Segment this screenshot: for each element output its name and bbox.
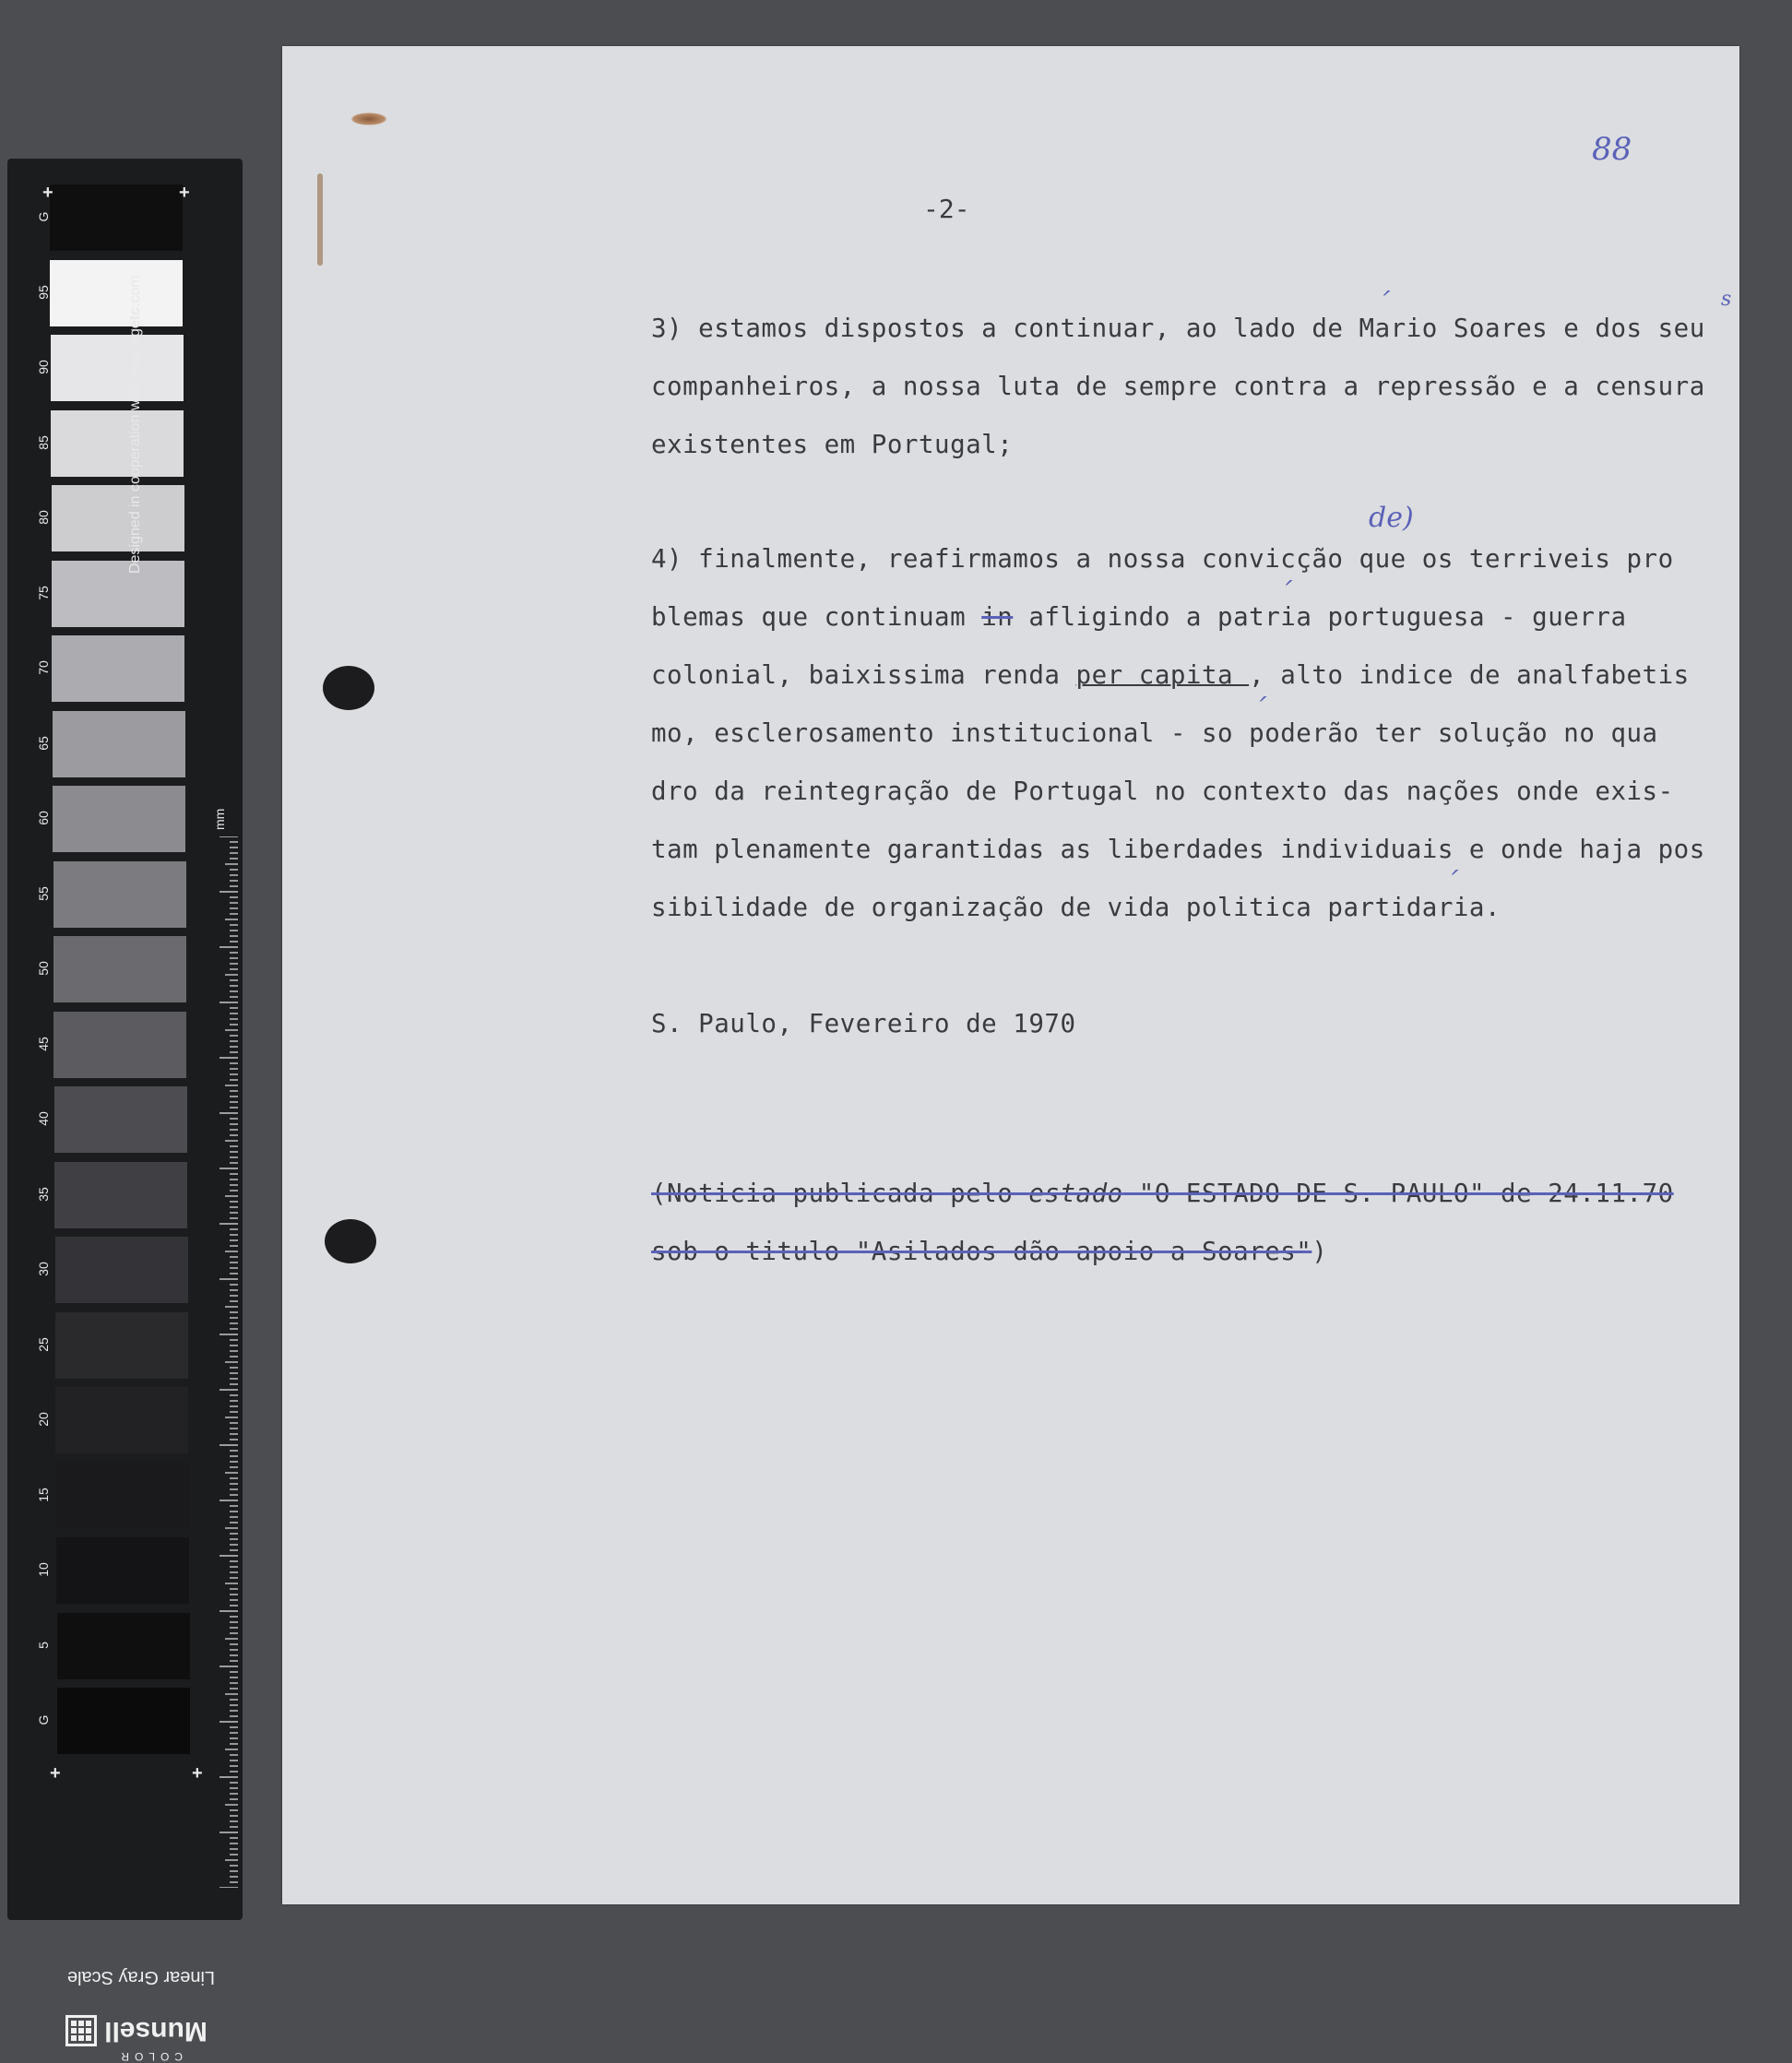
plus-mark-bottom-right: + — [192, 1763, 203, 1784]
text-line-10: sibilidade de organização de vida politica partidaria. — [651, 893, 1501, 922]
gray-patch — [50, 260, 183, 329]
gray-patch — [54, 1086, 187, 1153]
text-line-2: companheiros, a nossa luta de sempre contra a repressão e a censura — [651, 372, 1705, 401]
gray-patch — [56, 1463, 189, 1529]
note-line-1-end: "O ESTADO DE S. PAULO" de 24.11.70 — [1122, 1179, 1674, 1208]
scale-name: Linear Gray Scale — [66, 1967, 216, 1987]
note-struck-word: estado — [1028, 1179, 1123, 1208]
gray-patch — [53, 861, 186, 928]
gray-patch — [51, 410, 184, 477]
text-line-1: 3) estamos dispostos a continuar, ao lado de Mario Soares e dos seu — [651, 314, 1705, 343]
munsell-logo — [63, 2008, 210, 2063]
note-line-1-start: (Noticia publicada pelo — [651, 1179, 1029, 1208]
gray-patch-label: 80 — [36, 510, 51, 525]
handwritten-accent-patria: ´ — [1278, 577, 1292, 610]
handwritten-accent-partidaria: ´ — [1444, 867, 1458, 899]
gray-patch — [55, 1237, 188, 1303]
text-line-9: tam plenamente garantidas as liberdades individuais e onde haja pos — [651, 835, 1705, 864]
gray-patch-label: 5 — [36, 1641, 51, 1649]
handwritten-accent-mario: ´ — [1376, 288, 1390, 320]
struck-word: in — [981, 602, 1014, 632]
gray-patch-label: 90 — [36, 360, 51, 374]
gray-patch — [53, 1012, 186, 1078]
handwritten-insert: de) — [1369, 502, 1414, 534]
gray-patch-label: 30 — [36, 1262, 51, 1276]
text-line-8: dro da reintegração de Portugal no contexto das nações onde exis- — [651, 777, 1674, 806]
document-page — [282, 46, 1739, 1904]
gray-patch-label: 20 — [36, 1412, 51, 1427]
brand-name: Munsell — [104, 2016, 208, 2046]
text-line-5-end: afligindo a patria portuguesa - guerra — [1013, 602, 1627, 632]
gray-patch — [54, 1162, 187, 1228]
punch-hole-bottom — [325, 1219, 376, 1263]
text-line-7: mo, esclerosamento institucional - so poderão ter solução no qua — [651, 718, 1658, 748]
gray-patch — [53, 786, 185, 852]
munsell-grid-icon — [65, 2015, 97, 2046]
gray-patch — [52, 561, 184, 627]
gray-patch-label: 65 — [36, 735, 51, 751]
ink-stain — [350, 113, 387, 125]
text-line-6 — [651, 660, 1690, 690]
handwritten-s: s — [1721, 288, 1732, 311]
gray-patch — [52, 635, 184, 702]
gray-patch — [52, 485, 184, 551]
gray-patch — [53, 711, 185, 777]
text-line-3: existentes em Portugal; — [651, 430, 1014, 459]
gray-patch — [57, 1613, 190, 1679]
text-line-6-start: colonial, baixissima renda — [651, 660, 1076, 690]
gray-patch-label: 35 — [36, 1186, 51, 1202]
gray-patch-label: 70 — [36, 660, 51, 675]
gray-patch-label: 75 — [36, 585, 51, 600]
gray-patch-label: G — [36, 211, 51, 222]
designed-credit-suffix: .com — [127, 275, 143, 307]
brand-sub: COLOR — [115, 2050, 183, 2063]
gray-patch-label: 60 — [36, 811, 51, 825]
designed-credit-prefix: Designed in cooperation with imaging — [127, 328, 143, 574]
place-date: S. Paulo, Fevereiro de 1970 — [651, 1009, 1076, 1038]
handwritten-accent-so: ´ — [1252, 694, 1266, 726]
gray-patch-label: 40 — [36, 1111, 51, 1126]
designed-credit-bold: etc — [127, 306, 143, 329]
gray-patch-label: 45 — [36, 1036, 51, 1051]
text-line-5 — [651, 602, 1627, 632]
gray-patch-label: 55 — [36, 885, 51, 901]
note-close-paren: ) — [1311, 1237, 1328, 1266]
gray-patch — [56, 1537, 189, 1604]
plus-mark-top-left: + — [42, 183, 53, 203]
note-line-2-struck: sob o titulo "Asilados dão apoio a Soares" — [651, 1237, 1312, 1266]
punch-hole-top — [323, 666, 374, 710]
gray-patch-label: 50 — [36, 961, 51, 976]
gray-patch-label: 10 — [36, 1562, 51, 1577]
folio-number: 88 — [1592, 131, 1632, 168]
gray-patch — [50, 184, 183, 251]
mm-label: mm — [212, 808, 227, 830]
text-line-4: 4) finalmente, reafirmamos a nossa convicção que os terriveis pro — [651, 544, 1674, 574]
gray-patch-label: 25 — [36, 1336, 51, 1352]
plus-mark-bottom-left: + — [50, 1763, 61, 1784]
gray-patch-label: 85 — [36, 434, 51, 450]
gray-patch — [55, 1387, 188, 1453]
gray-scale-card — [7, 159, 243, 2063]
rust-mark — [317, 173, 323, 266]
text-line-6-end: , alto indice de analfabetis — [1249, 660, 1690, 690]
note-line-1 — [651, 1179, 1674, 1208]
note-line-2 — [651, 1237, 1327, 1266]
gray-patch-label: 95 — [36, 284, 51, 300]
gray-patch — [53, 936, 186, 1002]
page-number: -2- — [923, 194, 970, 224]
underlined-per-capita: per capita — [1075, 660, 1250, 690]
designed-credit — [127, 242, 144, 574]
plus-mark-top-right: + — [179, 183, 190, 203]
gray-patches — [7, 159, 243, 1911]
gray-patch-label: G — [36, 1714, 51, 1725]
text-line-5-start: blemas que continuam — [651, 602, 982, 632]
mm-ruler — [218, 836, 238, 1888]
gray-patch — [55, 1312, 188, 1379]
gray-patch-label: 15 — [36, 1487, 51, 1502]
gray-patch — [57, 1688, 190, 1754]
gray-patch — [51, 335, 184, 401]
